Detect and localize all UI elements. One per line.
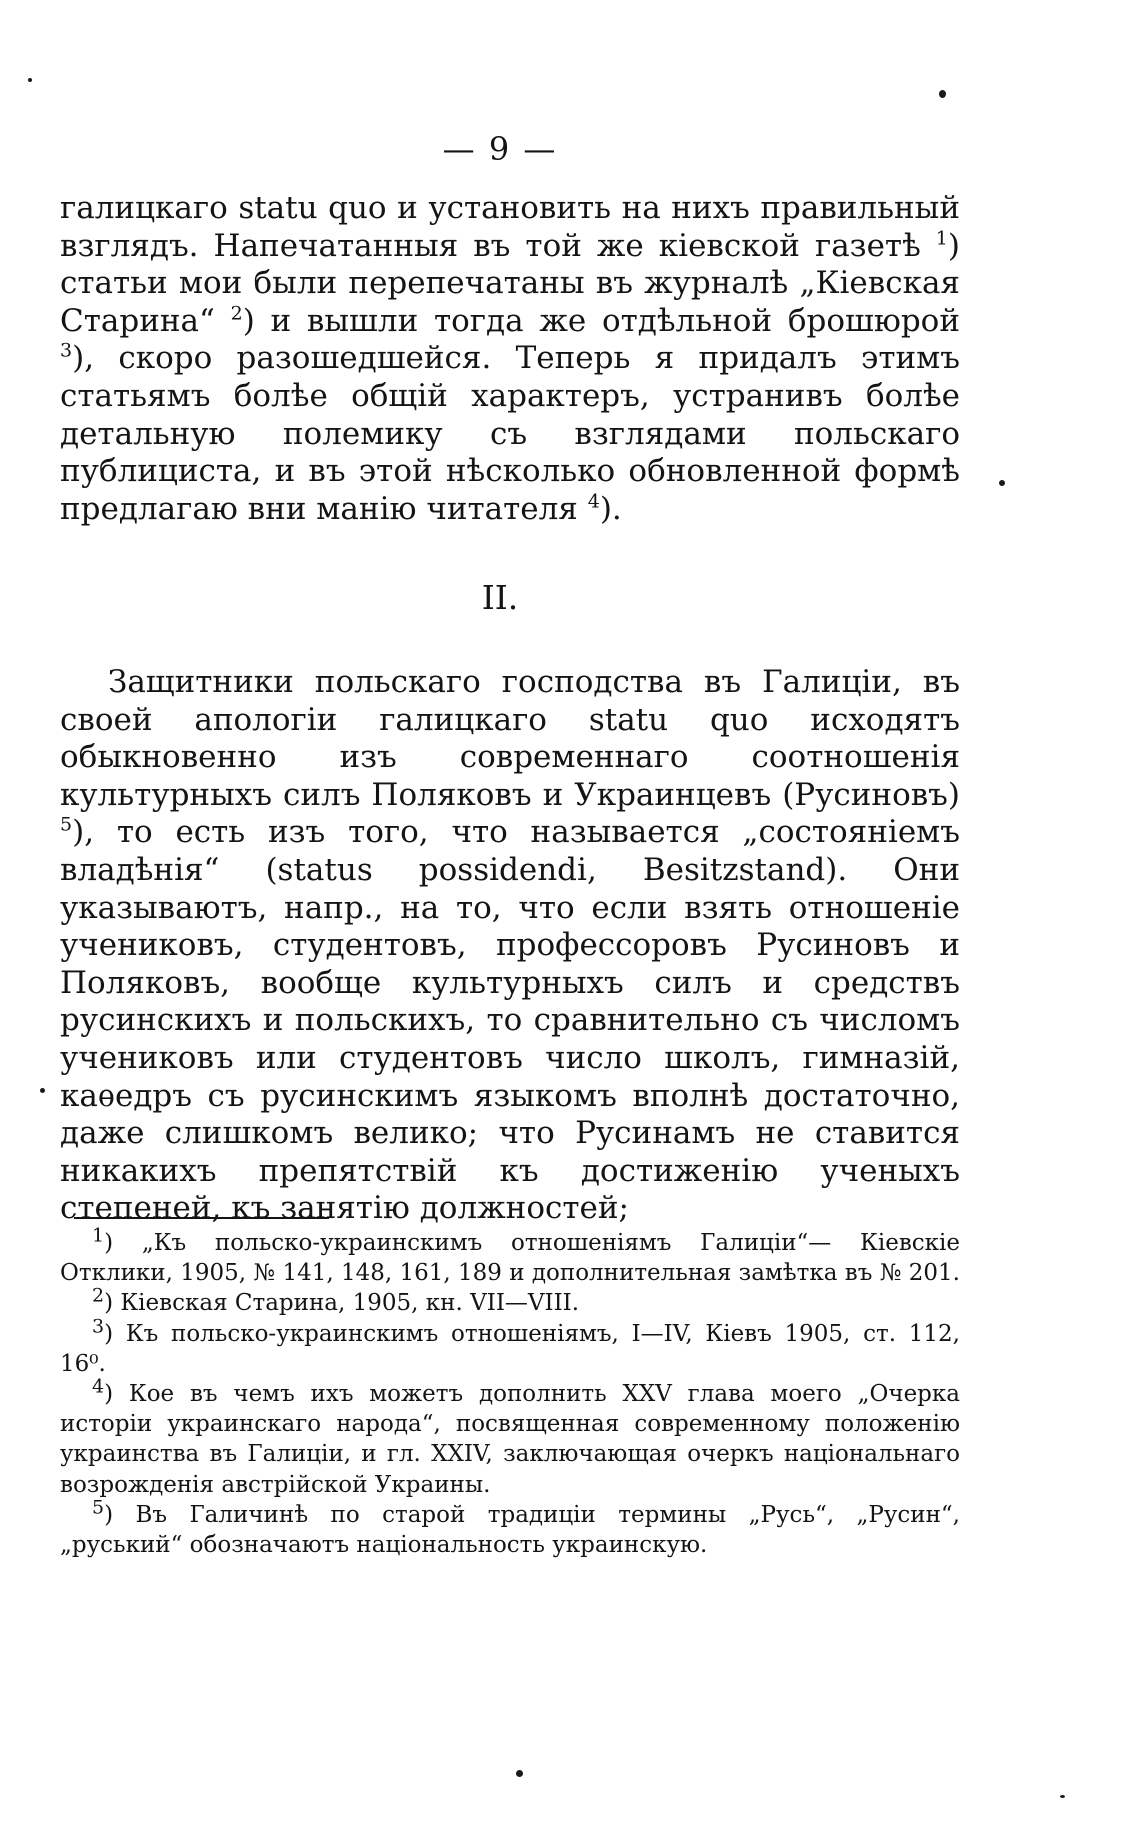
scan-speck (28, 78, 32, 82)
scan-speck (999, 480, 1005, 486)
footnote-text: ) Кіевская Старина, 1905, кн. VII—VIII. (104, 1290, 580, 1317)
footnote-marker: 3 (92, 1314, 105, 1337)
footnote-marker: 5 (92, 1496, 105, 1519)
paragraph-text: галицкаго statu quo и установить на нихъ правильный взглядъ. Напечатанныя въ той же кіевской газетѣ (60, 190, 960, 264)
footnote-text: ) Кое въ чемъ ихъ можетъ дополнить XXV глава моего „Очерка исторіи украинскаго народа“, посвященная современному положенію украинства въ Галиціи, и гл. XXIV, заключающая очеркъ національнаго возрожденія австрійской Украины. (60, 1381, 960, 1498)
footnote-ref-2: 2 (230, 302, 243, 325)
paragraph-text: ), то есть изъ того, что называется „состояніемъ владѣнія“ (status possidendi, Besitzstand). Они указываютъ, напр., на то, что если взять отношеніе учениковъ, студентовъ, профессоровъ Русиновъ и Поляковъ, вообще культурныхъ силъ и средствъ русинскихъ и польскихъ, то сравнительно съ числомъ учениковъ или студентовъ число школъ, гимназій, каѳедръ съ русинскимъ языкомъ вполнѣ достаточно, даже слишкомъ велико; что Русинамъ не ставится никакихъ препятствій къ достиженію ученыхъ степеней, къ занятію должностей; (60, 814, 960, 1227)
footnote-ref-3: 3 (60, 340, 73, 363)
scan-speck (939, 90, 946, 98)
footnote-text: ) Къ польско-украинскимъ отношеніямъ, I—IV, Кіевъ 1905, ст. 112, 16⁰. (60, 1320, 960, 1377)
footnote-3 (60, 1314, 960, 1379)
body-paragraph-2 (60, 664, 960, 1228)
footnote-4 (60, 1375, 960, 1500)
page-number: — 9 — (442, 130, 558, 168)
footnote-marker: 4 (92, 1375, 105, 1398)
footnote-ref-4: 4 (587, 490, 600, 513)
footnote-2 (60, 1284, 960, 1318)
footnote-text: ) Въ Галичинѣ по старой традиціи термины „Русь“, „Русин“, „руський“ обозначаютъ національность украинскую. (60, 1501, 960, 1559)
paragraph-text: Защитники польскаго господства въ Галиціи, въ своей апологіи галицкаго statu quo исходятъ обыкновенно изъ современнаго соотношенія культурныхъ силъ Поляковъ и Украинцевъ (Русиновъ) (60, 664, 960, 813)
body-paragraph-1 (60, 190, 960, 528)
footnote-marker: 2 (92, 1284, 105, 1307)
footnote-5 (60, 1496, 960, 1560)
scan-speck (40, 1088, 45, 1093)
footnote-ref-5: 5 (60, 814, 73, 837)
footnotes-section (60, 1224, 960, 1560)
footnote-ref-1: 1 (935, 227, 948, 250)
paragraph-text: ), скоро разошедшейся. Теперь я придалъ этимъ статьямъ болѣе общій характеръ, устранивъ болѣе детальную полемику съ взглядами польскаго публициста, и въ этой нѣсколько обновленной формѣ предлагаю вни манію читателя (60, 340, 960, 527)
scan-speck (1060, 1795, 1065, 1798)
footnote-marker: 1 (92, 1224, 105, 1247)
scan-speck (516, 1770, 523, 1777)
footnote-1 (60, 1224, 960, 1288)
section-heading: II. (481, 578, 519, 617)
paragraph-text: ) и вышли тогда же отдѣльной брошюрой (242, 302, 960, 339)
paragraph-text: ) статьи мои были перепечатаны въ журналѣ „Кіевская Старина“ (60, 227, 960, 339)
paragraph-text: ). (599, 490, 622, 527)
footnote-divider (74, 1217, 329, 1219)
footnote-text: ) „Къ польско-украинскимъ отношеніямъ Галиціи“— Кіевскіе Отклики, 1905, № 141, 148, 161, 189 и дополнительная замѣтка въ № 201. (60, 1230, 960, 1287)
